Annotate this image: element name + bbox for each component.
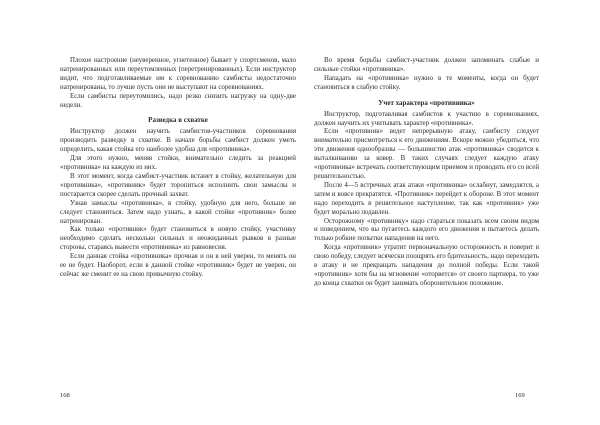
right-paragraph-4: Если «противник» ведет непрерывную атаку, самбисту следует внимательно присмотреться к его движениям. Вскоре можно убедиться, что эти движения однообразны — большинство атак «противника» сводится к выталкиванию за ковер. В таких случаях следует каждую атаку «противника» встречать соответствующим приемом и проводить его со всей решительностью.: [314, 128, 540, 180]
left-page: [60, 57, 296, 280]
left-paragraph-4: Для этого нужно, меняя стойки, внимательно следить за реакцией «противника» на каждую из них.: [60, 155, 296, 172]
left-paragraph-2: Если самбисты переутомились, надо резко снизить нагрузку на одну-две недели.: [60, 92, 296, 109]
right-paragraph-7: Когда «противник» утратит первоначальную осторожность и поверит в свою победу, следует всячески поощрять его бдительность, надо переходить в атаку и не прекращать нападения до полной победы. Если такой «противник» хотя бы на мгновение «оторвется» от своего партнера, то уже до конца схватки он будет занимать оборонительное положение.: [314, 244, 539, 287]
left-paragraph-1: Плохое настроение (неуверенное, угнетенное) бывает у спортсменов, мало натренированных или переутомленных (перетренированных). Если инструктор видит, что подготавливаемые им к соревнованию самбисты недостаточно натренированы, то лучше пусть они не выступают на соревнованиях.: [60, 57, 296, 91]
left-paragraph-3: Инструктор должен научить самбистов-участников соревнования производить разведку в схватке. В начале борьбы самбист должен уметь определить, какая стойка его наиболее удобна для «противника».: [60, 128, 296, 154]
left-paragraph-6: Узнав замыслы «противника», в стойку, удобную для него, больше не следует становиться. Затем надо узнать, в какой стойке «противник» более натренирован.: [60, 199, 296, 225]
left-page-number: 168: [60, 392, 70, 399]
left-paragraph-7: Как только «противник» будет становиться в новую стойку, участнику необходимо сделать несколько сильных и неожиданных рывков в разные стороны, стараясь вывести «противника» из равновесия.: [60, 226, 296, 252]
right-page: [314, 57, 539, 289]
right-section-heading: Учет характера «противника»: [378, 98, 475, 107]
right-paragraph-1: Во время борьбы самбист-участник должен запоминать слабые и сильные стойки «противника».: [314, 57, 539, 73]
right-paragraph-6: Осторожному «противнику» надо стараться показать всем своим видом и поведением, что вы пугаетесь каждого его движения и пытаетесь делать только робкие попытки нападения на него.: [314, 217, 539, 243]
right-paragraph-5: После 4—5 встречных атак атаки «противника» ослабнут, замедлятся, а затем и вовсе прекратятся. «Противник» перейдет к обороне. В этот момент надо переходить в решительное наступление, так как «противник» уже будет морально подавлен.: [314, 181, 539, 216]
left-paragraph-5: В этот момент, когда самбист-участник встанет в стойку, желательную для «противника», «противник» будет торопиться исполнить свои замыслы и постарается скорее сделать прочный захват.: [60, 172, 296, 198]
left-section-heading: Разведка в схватке: [148, 116, 208, 125]
left-paragraph-8: Если данная стойка «противника» прочная и он в ней уверен, то менять он ее не будет. Наоборот, если в данной стойке «противник» будет не уверен, он сейчас же сменит ее на свою привычную стойку.: [60, 253, 296, 278]
right-paragraph-3: Инструктор, подготавливая самбистов к участию в соревнованиях, должен научить их учитывать характер «противника».: [314, 110, 539, 127]
right-paragraph-2: Нападать на «противника» нужно в те моменты, когда он будет становиться в слабую стойку.: [314, 74, 539, 91]
right-page-number: 169: [515, 392, 525, 399]
